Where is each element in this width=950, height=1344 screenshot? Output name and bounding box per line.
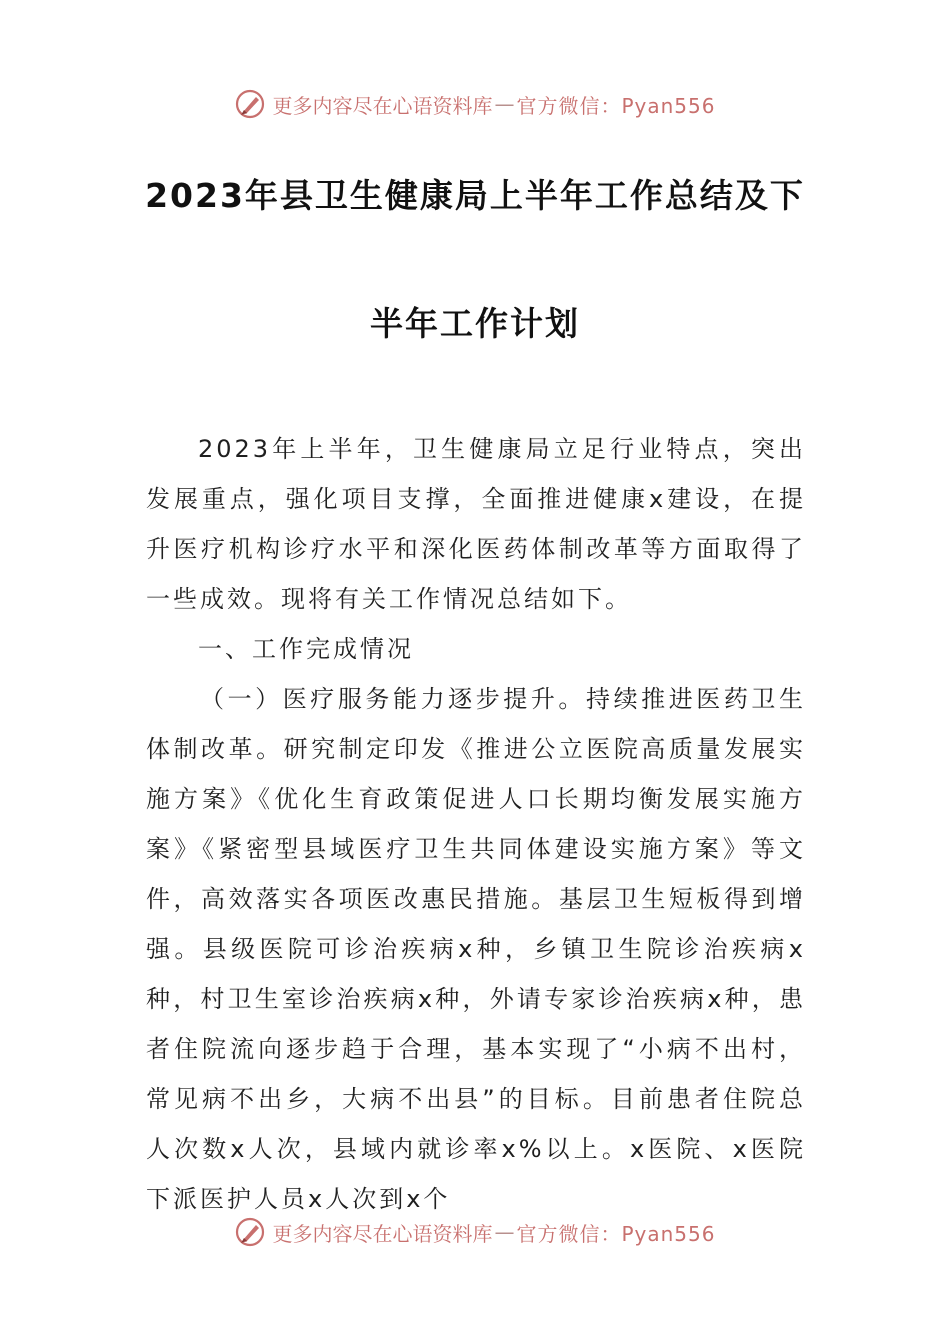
watermark-wechat: 官方微信：Pyan556 <box>516 93 716 118</box>
watermark-separator: — <box>494 92 515 116</box>
footer-watermark <box>0 1212 950 1252</box>
document-title-line-2: 半年工作计划 <box>370 304 580 343</box>
header-watermark <box>0 84 950 124</box>
document-title-line-1: 2023年县卫生健康局上半年工作总结及下 <box>145 176 805 215</box>
pen-quill-logo-icon <box>234 1216 266 1248</box>
section-heading-1: 一、工作完成情况 <box>198 635 414 663</box>
intro-paragraph: 2023年上半年，卫生健康局立足行业特点，突出发展重点，强化项目支撑，全面推进健康x建设，在提升医疗机构诊疗水平和深化医药体制改革等方面取得了一些成效。现将有关工作情况总结如下。 <box>146 435 806 613</box>
watermark-text: 更多内容尽在心语资料库 <box>272 93 493 118</box>
watermark-text: 更多内容尽在心语资料库 <box>272 1221 493 1246</box>
pen-quill-logo-icon <box>234 88 266 120</box>
document-body <box>146 424 806 1224</box>
item-1-paragraph: （一）医疗服务能力逐步提升。持续推进医药卫生体制改革。研究制定印发《推进公立医院高质量发展实施方案》《优化生育政策促进人口长期均衡发展实施方案》《紧密型县域医疗卫生共同体建设实施方案》等文件，高效落实各项医改惠民措施。基层卫生短板得到增强。县级医院可诊治疾病x种，乡镇卫生院诊治疾病x种，村卫生室诊治疾病x种，外请专家诊治疾病x种，患者住院流向逐步趋于合理，基本实现了“小病不出村，常见病不出乡，大病不出县”的目标。目前患者住院总人次数x人次，县域内就诊率x%以上。x医院、x医院下派医护人员x人次到x个 <box>146 685 806 1213</box>
watermark-wechat: 官方微信：Pyan556 <box>516 1221 716 1246</box>
watermark-separator: — <box>494 1220 515 1244</box>
